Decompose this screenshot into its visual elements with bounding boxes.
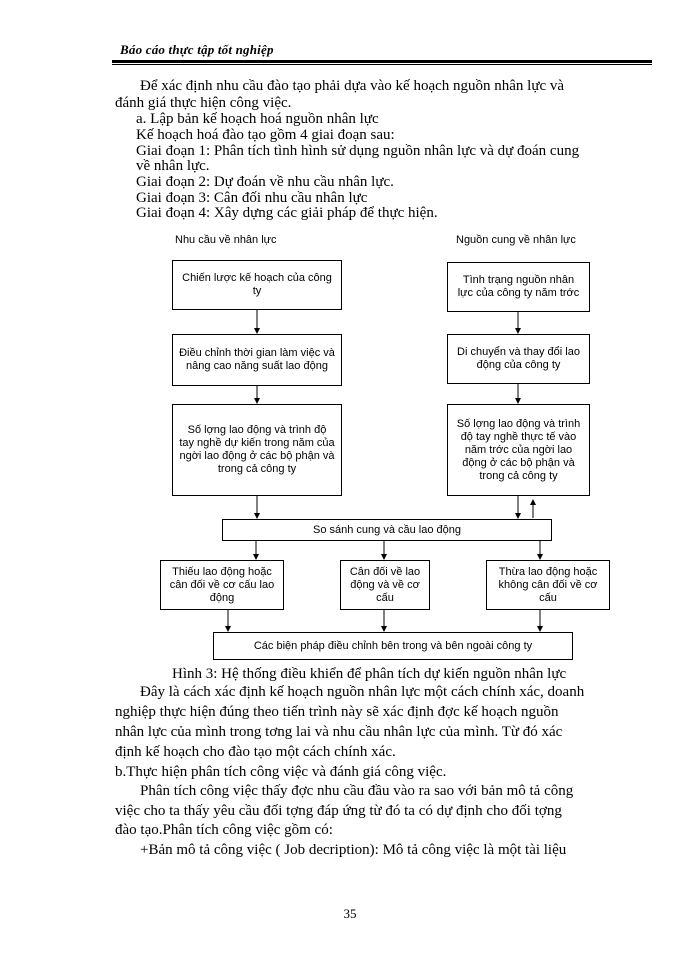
adjust-worktime-box: Điều chỉnh thời gian làm việc và nâng cao năng suất lao động [172,334,342,386]
page-number: 35 [343,906,357,921]
stage-1-line-1: Giai đoạn 1: Phân tích tình hình sử dụng nguồn nhân lực và dự đoán cung [136,143,580,159]
body-p1-line-1: Đây là cách xác định kế hoạch nguồn nhân lực một cách chính xác, doanh [140,684,585,700]
balanced-box: Cân đối về lao động và về cơ cấu [340,560,430,610]
surplus-box: Thừa lao động hoặc không cân đối về cơ cấu [486,560,610,610]
compare-supply-demand-box: So sánh cung và cầu lao động [222,519,552,541]
body-p1-line-3: nhân lực của mình trong tơng lai và nhu cầu nhân lực của mình. Từ đó xác [115,724,563,740]
header-rule-thin [112,64,652,65]
stage-4-line: Giai đoạn 4: Xây dựng các giải pháp để thực hiện. [136,205,438,221]
stage-3-line: Giai đoạn 3: Cân đối nhu cầu nhân lực [136,190,368,206]
shortage-box: Thiếu lao động hoặc cân đối về cơ cấu lao động [160,560,284,610]
demand-column-header: Nhu cầu về nhân lực [175,234,277,246]
supply-column-header: Nguồn cung về nhân lực [456,234,576,246]
header-rule [112,60,652,63]
stage-1-line-2: về nhân lực. [136,158,210,174]
stage-2-line: Giai đoạn 2: Dự đoán về nhu cầu nhân lực. [136,174,394,190]
forecast-labor-box: Số lợng lao động và trình độ tay nghề dự kiến trong năm của ngời lao động ở các bộ phận và trong cả công ty [172,404,342,496]
body-p2-line-1: Phân tích công việc thấy đợc nhu cầu đầu vào ra sao với bản mô tả công [140,783,574,799]
actual-labor-box: Số lợng lao động và trình độ tay nghề thực tế vào năm trớc của ngời lao động ở các bộ phận và trong cả công ty [447,404,590,496]
figure-caption: Hình 3: Hệ thống điều khiển để phân tích dự kiến nguồn nhân lực [172,666,567,682]
labor-status-box: Tình trạng nguồn nhân lực của công ty năm trớc [447,262,590,312]
adjustment-measures-box: Các biện pháp điều chỉnh bên trong và bên ngoài công ty [213,632,573,660]
body-p1-line-4: định kế hoạch cho đào tạo một cách chính xác. [115,744,396,760]
subheading-b: b.Thực hiện phân tích công việc và đánh giá công việc. [115,764,447,780]
labor-movement-box: Di chuyển và thay đổi lao động của công ty [447,334,590,384]
body-p1-line-2: nghiệp thực hiện đúng theo tiến trình này sẽ xác định đợc kế hoạch nguồn [115,704,559,720]
body-p3-line-1: +Bản mô tả công việc ( Job decription): Mô tả công việc là một tài liệu [140,842,567,858]
strategy-plan-box: Chiến lược kế hoạch của công ty [172,260,342,310]
intro-line-2: đánh giá thực hiện công việc. [115,95,292,111]
running-header: Báo cáo thực tập tốt nghiệp [120,42,274,57]
subheading-a: a. Lập bản kế hoạch hoá nguồn nhân lực [136,111,379,127]
body-p2-line-2: việc cho ta thấy yêu cầu đối tợng đáp ứng từ đó ta có dự định cho đối tợng [115,803,562,819]
body-p2-line-3: đào tạo.Phân tích công việc gồm có: [115,822,333,838]
plan-line: Kế hoạch hoá đào tạo gồm 4 giai đoạn sau: [136,127,395,143]
intro-line-1: Để xác định nhu cầu đào tạo phải dựa vào kế hoạch nguồn nhân lực và [140,78,565,94]
